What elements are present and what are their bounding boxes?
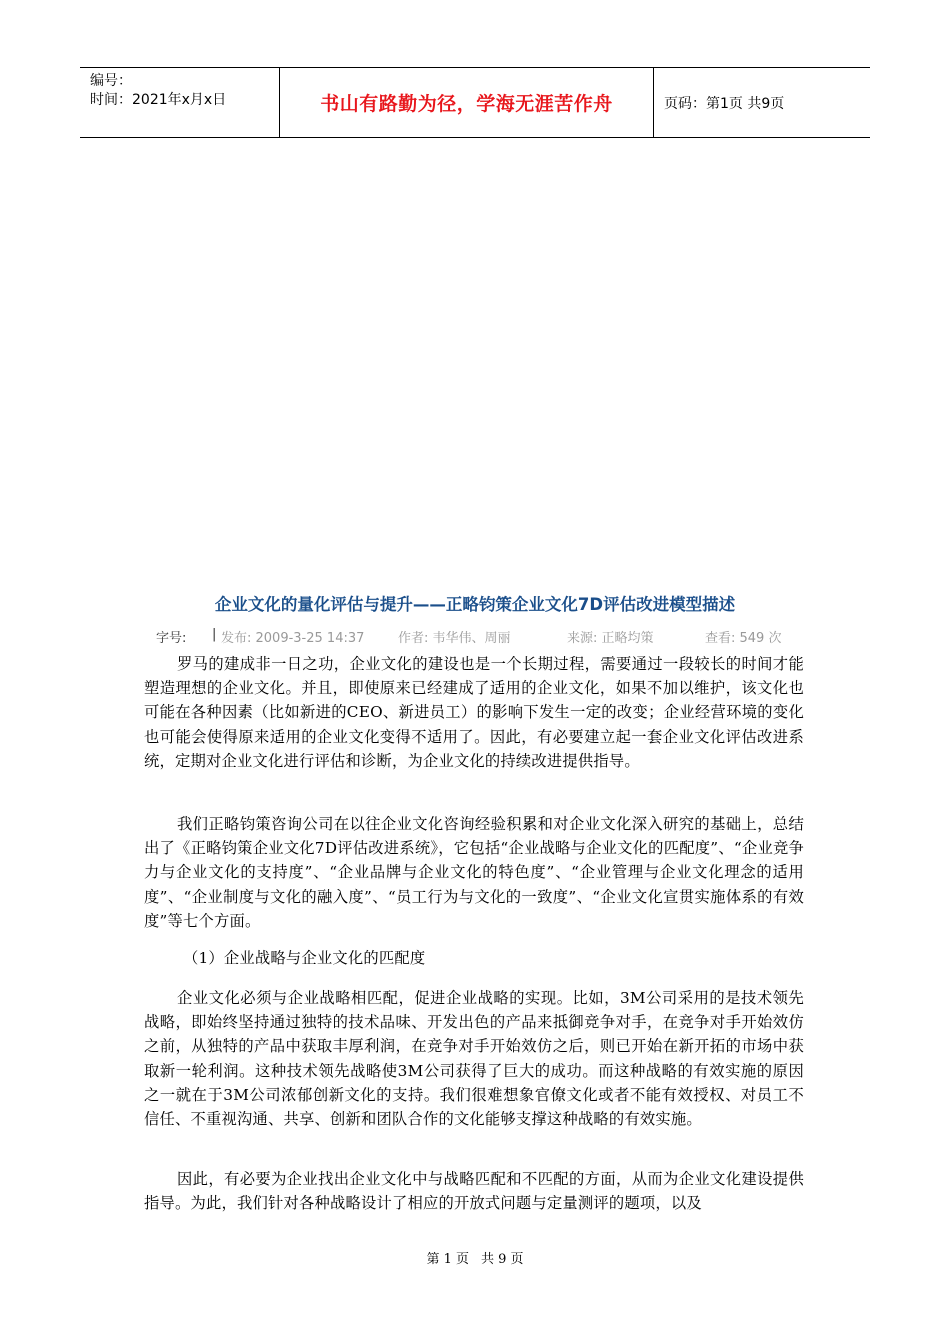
paragraph-text: 我们正略钧策咨询公司在以往企业文化咨询经验积累和对企业文化深入研究的基础上，总结出了《正略钧策企业文化7D评估改进系统》，它包括“企业战略与企业文化的匹配度”、“企业竞争力与企业文化的支持度”、“企业品牌与企业文化的特色度”、“企业管理与企业文化理念的适用度”、“企业制度与文化的融入度”、“员工行为与文化的一致度”、“企业文化宣贯实施体系的有效度”等七个方面。	[144, 815, 804, 930]
document-number-label: 编号：	[90, 73, 132, 89]
header-info-cell	[80, 68, 280, 137]
page-footer	[0, 1248, 950, 1267]
header-motto-cell	[280, 68, 654, 137]
footer-page-total: 共 9 页	[481, 1252, 524, 1267]
document-time-label: 时间：2021年x月x日	[90, 92, 227, 108]
section-heading-text: （1）企业战略与企业文化的匹配度	[183, 949, 426, 967]
paragraph-conclusion	[144, 1167, 804, 1215]
page-header	[80, 67, 870, 138]
header-page-info: 页码：第1页 共9页	[664, 95, 785, 112]
font-size-label[interactable]: 字号:	[156, 631, 187, 646]
paragraph-text: 罗马的建成非一日之功，企业文化的建设也是一个长期过程，需要通过一段较长的时间才能塑造理想的企业文化。并且，即使原来已经建成了适用的企业文化，如果不加以维护，该文化也可能在各种因素（比如新进的CEO、新进员工）的影响下发生一定的改变；企业经营环境的变化也可能会使得原来适用的企业文化变得不适用了。因此，有必要建立起一套企业文化评估改进系统，定期对企业文化进行评估和诊断，为企业文化的持续改进提供指导。	[144, 655, 804, 770]
header-motto: 书山有路勤为径，学海无涯苦作舟	[320, 93, 613, 115]
article-meta	[0, 627, 950, 647]
footer-page-number: 第 1 页	[426, 1252, 469, 1267]
paragraph-system	[144, 812, 804, 933]
paragraph-intro	[144, 652, 804, 773]
section-heading	[144, 946, 804, 970]
article-source: 来源: 正略均策	[567, 631, 654, 646]
paragraph-text: 因此，有必要为企业找出企业文化中与战略匹配和不匹配的方面，从而为企业文化建设提供指导。为此，我们针对各种战略设计了相应的开放式问题与定量测评的题项，以及	[144, 1170, 804, 1213]
paragraph-strategy	[144, 986, 804, 1131]
paragraph-text: 企业文化必须与企业战略相匹配，促进企业战略的实现。比如，3M公司采用的是技术领先战略，即始终坚持通过独特的技术品味、开发出色的产品来抵御竞争对手，在竞争对手开始效仿之前，从独特的产品中获取丰厚利润，在竞争对手开始效仿之后，则已开始在新开拓的市场中获取新一轮利润。这种技术领先战略使3M公司获得了巨大的成功。而这种战略的有效实施的原因之一就在于3M公司浓郁创新文化的支持。我们很难想象官僚文化或者不能有效授权、对员工不信任、不重视沟通、共享、创新和团队合作的文化能够支撑这种战略的有效实施。	[144, 989, 804, 1129]
publish-date: 发布: 2009-3-25 14:37	[221, 631, 365, 646]
article-author: 作者: 韦华伟、周丽	[398, 631, 511, 646]
view-count: 查看: 549 次	[705, 631, 782, 646]
article-title: 企业文化的量化评估与提升——正略钧策企业文化7D评估改进模型描述	[214, 595, 736, 614]
meta-separator: |	[212, 627, 217, 642]
header-page-cell	[654, 68, 870, 137]
